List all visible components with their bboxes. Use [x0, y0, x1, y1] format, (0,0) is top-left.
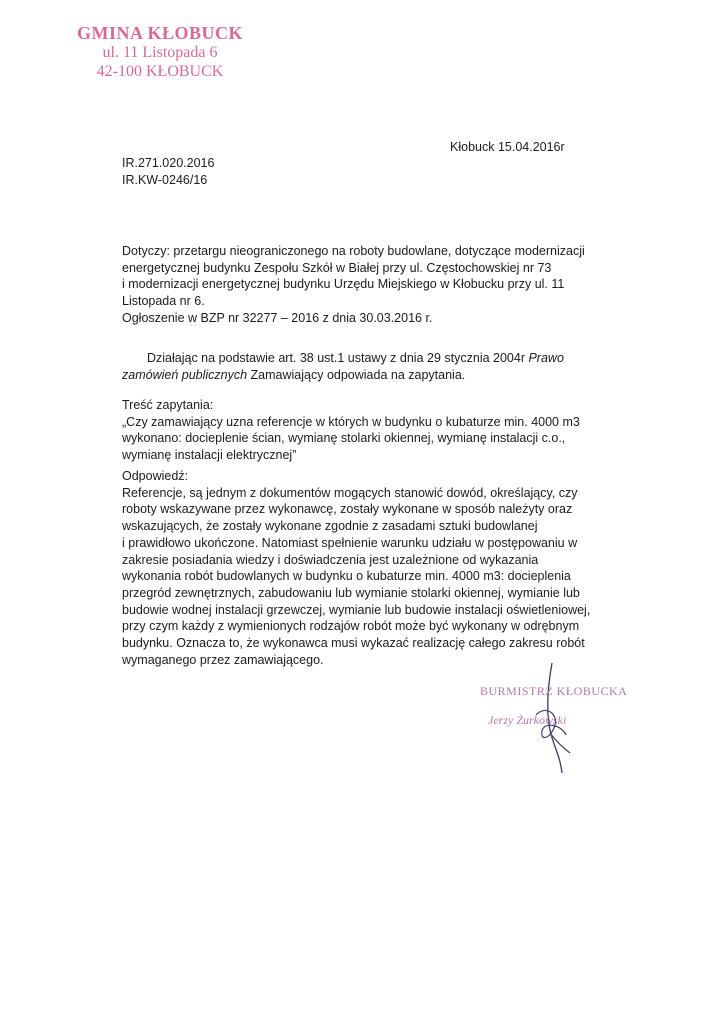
question-section	[122, 397, 642, 464]
question-heading: Treść zapytania:	[122, 398, 214, 412]
signature-name: Jerzy Żurkowski	[488, 713, 567, 727]
question-line: wymianę instalacji elektrycznej”	[122, 448, 297, 463]
letter-date: Kłobuck 15.04.2016r	[450, 140, 565, 154]
answer-line: wskazujących, że zostały wykonane zgodnie z zasadami sztuki budowlanej	[122, 519, 538, 534]
answer-line: zakresie posiadania wiedzy i doświadczenia jest uzależnione od wykazania	[122, 552, 539, 567]
answer-line: przegród zewnętrznych, zabudowaniu lub wymianie stolarki okiennej, wymianie lub	[122, 585, 580, 600]
stamp-line-3: 42-100 KŁOBUCK	[96, 63, 224, 80]
office-stamp	[75, 24, 245, 81]
reference-numbers	[122, 155, 214, 189]
answer-line: przy czym każdy z wymienionych rodzajów robót może być wykonany w odrębnym	[122, 619, 580, 634]
intro-text: Działając na podstawie art. 38 ust.1 ustawy z dnia 29 stycznia 2004r	[147, 351, 529, 365]
stamp-line-2: ul. 11 Listopada 6	[102, 44, 218, 61]
reference-number: IR.KW-0246/16	[122, 173, 208, 187]
subject-line: i modernizacji energetycznej budynku Urzędu Miejskiego w Kłobucku przy ul. 11	[122, 277, 565, 292]
answer-section	[122, 468, 642, 668]
subject-line: energetycznej budynku Zespołu Szkół w Białej przy ul. Częstochowskiej nr 73	[122, 260, 552, 275]
signature-title: BURMISTRZ KŁOBUCKA	[480, 684, 628, 698]
answer-line: i prawidłowo ukończone. Natomiast spełnienie warunku udziału w postępowaniu w	[122, 535, 578, 550]
stamp-line-1: GMINA KŁOBUCK	[76, 23, 243, 43]
answer-line: wymaganego przez zamawiającego.	[122, 652, 324, 667]
answer-line: roboty wskazywane przez wykonawcę, zostały wykonane w sposób należyty oraz	[122, 502, 573, 517]
answer-line: budowie wodnej instalacji grzewczej, wymianie lub budowie instalacji oświetleniowej,	[122, 602, 591, 617]
answer-line: Referencje, są jednym z dokumentów mogących stanowić dowód, określający, czy	[122, 485, 578, 500]
subject-line: Listopada nr 6.	[122, 294, 205, 309]
subject-line: Dotyczy: przetargu nieograniczonego na roboty budowlane, dotyczące modernizacji	[122, 244, 585, 258]
law-title-part-1: Prawo	[528, 351, 564, 365]
answer-heading: Odpowiedź:	[122, 469, 189, 483]
question-line: wykonano: docieplenie ścian, wymianę stolarki okiennej, wymianę instalacji c.o.,	[122, 431, 566, 446]
intro-paragraph	[122, 350, 642, 383]
intro-text-end: Zamawiający odpowiada na zapytania.	[247, 367, 466, 382]
subject-paragraph	[122, 243, 642, 327]
reference-number: IR.271.020.2016	[122, 156, 215, 170]
signature-stamp	[480, 684, 630, 728]
law-title-part-2: zamówień publicznych	[122, 367, 248, 382]
question-line: „Czy zamawiający uzna referencje w których w budynku o kubaturze min. 4000 m3	[122, 414, 580, 429]
answer-line: budynku. Oznacza to, że wykonawca musi wykazać realizację całego zakresu robót	[122, 636, 585, 651]
subject-line: Ogłoszenie w BZP nr 32277 – 2016 z dnia 30.03.2016 r.	[122, 310, 433, 325]
answer-line: wykonania robót budowlanych w budynku o kubaturze min. 4000 m3: docieplenia	[122, 569, 571, 584]
